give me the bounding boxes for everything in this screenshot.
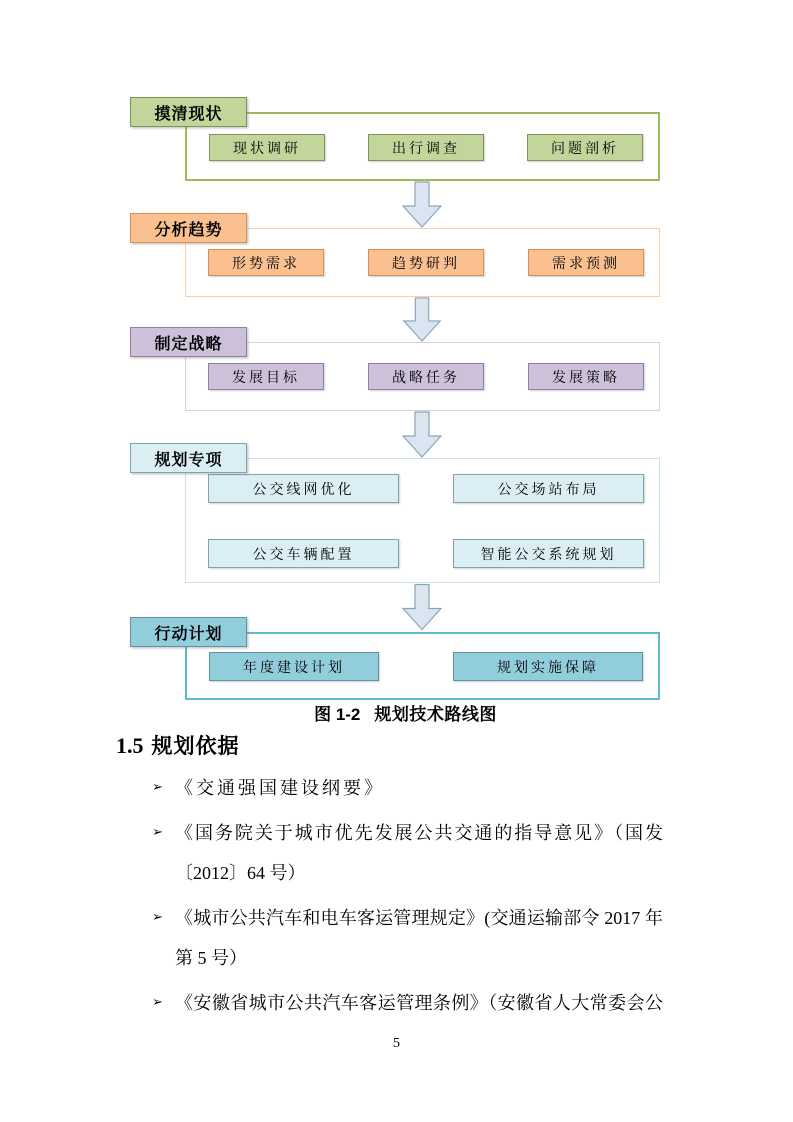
flow-box bbox=[528, 363, 644, 390]
list-item bbox=[115, 983, 663, 1023]
stage-label-text: 分析趋势 bbox=[154, 221, 223, 239]
flow-box-text: 需求预测 bbox=[552, 255, 620, 272]
stage-label-text: 行动计划 bbox=[154, 625, 223, 643]
section-number: 1.5 bbox=[116, 733, 144, 758]
stage-frame bbox=[185, 458, 660, 583]
flow-box-text: 问题剖析 bbox=[551, 140, 619, 157]
flow-box bbox=[208, 363, 324, 390]
list-item bbox=[115, 898, 663, 978]
flow-box-text: 出行调查 bbox=[392, 140, 460, 157]
flow-box-text: 战略任务 bbox=[392, 369, 460, 386]
flow-box bbox=[208, 474, 399, 503]
section-heading bbox=[116, 730, 240, 765]
down-arrow-icon bbox=[402, 297, 442, 342]
flow-box bbox=[527, 134, 643, 161]
flow-box-text: 公交线网优化 bbox=[252, 481, 355, 498]
list-item-line: 第 5 号） bbox=[175, 948, 247, 968]
flow-box-text: 发展目标 bbox=[232, 369, 300, 386]
list-item bbox=[115, 768, 663, 808]
list-item-line: 《交通强国建设纲要》 bbox=[175, 778, 385, 798]
flow-box bbox=[368, 363, 484, 390]
list-item-line: 《城市公共汽车和电车客运管理规定》(交通运输部令 2017 年 bbox=[175, 908, 663, 928]
list-bullet-icon: ➢ bbox=[152, 910, 163, 925]
flow-box bbox=[453, 652, 643, 681]
flow-box bbox=[208, 249, 324, 276]
flow-box-text: 趋势研判 bbox=[392, 255, 460, 272]
stage-frame bbox=[185, 632, 660, 700]
flow-box-text: 公交车辆配置 bbox=[252, 546, 355, 563]
flow-box-text: 形势需求 bbox=[232, 255, 300, 272]
stage-label-text: 制定战略 bbox=[154, 335, 223, 353]
stage-label bbox=[130, 443, 247, 473]
stage-label bbox=[130, 617, 247, 647]
flow-box bbox=[208, 539, 399, 568]
list-bullet-icon: ➢ bbox=[152, 780, 163, 795]
list-bullet-icon: ➢ bbox=[152, 995, 163, 1010]
flow-box-text: 规划实施保障 bbox=[497, 659, 599, 676]
flow-box-text: 发展策略 bbox=[552, 369, 620, 386]
down-arrow-icon bbox=[402, 583, 442, 631]
flow-box-text: 智能公交系统规划 bbox=[480, 546, 617, 563]
list-item-line: 《安徽省城市公共汽车客运管理条例》（安徽省人大常委会公 bbox=[175, 993, 663, 1013]
page-number: 5 bbox=[393, 1036, 400, 1051]
stage-label bbox=[130, 97, 247, 127]
flow-box bbox=[528, 249, 644, 276]
flowchart-figure bbox=[130, 97, 663, 703]
flow-box-text: 公交场站布局 bbox=[497, 481, 600, 498]
flow-box bbox=[453, 474, 644, 503]
stage-label bbox=[130, 213, 247, 243]
flow-box-text: 现状调研 bbox=[233, 140, 301, 157]
list-bullet-icon: ➢ bbox=[152, 825, 163, 840]
down-arrow-icon bbox=[402, 411, 442, 458]
figure-caption bbox=[130, 703, 663, 727]
figure-caption-title: 规划技术路线图 bbox=[374, 705, 497, 724]
stage-label-text: 摸清现状 bbox=[154, 105, 223, 123]
stage-label bbox=[130, 327, 247, 357]
stage-frame bbox=[185, 342, 660, 411]
section-title: 规划依据 bbox=[151, 735, 240, 758]
flow-box bbox=[209, 134, 325, 161]
stage-frame bbox=[185, 228, 660, 297]
reference-list bbox=[115, 768, 663, 1028]
down-arrow-icon bbox=[402, 181, 442, 228]
list-item bbox=[115, 813, 663, 893]
flow-box bbox=[453, 539, 644, 568]
flow-box bbox=[368, 249, 484, 276]
list-item-line: 〔2012〕64 号） bbox=[175, 863, 306, 883]
list-item-line: 《国务院关于城市优先发展公共交通的指导意见》（国发 bbox=[175, 823, 663, 843]
flow-box-text: 年度建设计划 bbox=[243, 659, 345, 676]
flow-box bbox=[368, 134, 484, 161]
figure-caption-label: 图 1-2 bbox=[314, 705, 361, 724]
stage-frame bbox=[185, 112, 660, 181]
stage-label-text: 规划专项 bbox=[154, 451, 223, 469]
flow-box bbox=[209, 652, 379, 681]
